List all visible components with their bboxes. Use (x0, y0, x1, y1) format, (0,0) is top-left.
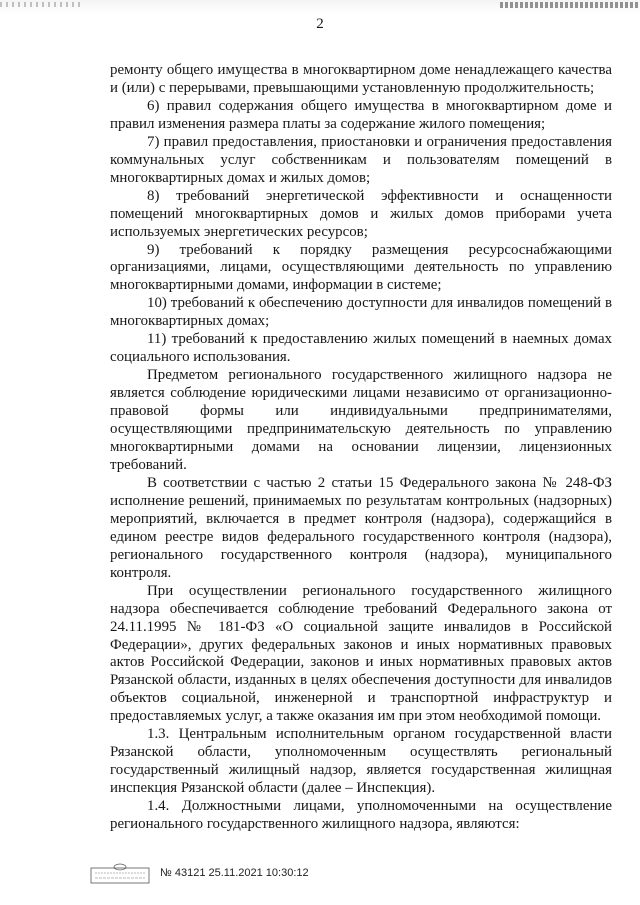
paragraph: 1.4. Должностными лицами, уполномоченными на осуществление регионального государственного жилищного надзора, являются: (110, 798, 612, 833)
paragraph: 6) правил содержания общего имущества в многоквартирном доме и правил изменения размера платы за содержание жилого помещения; (110, 97, 612, 132)
document-body (110, 62, 612, 834)
paragraph: Предметом регионального государственного жилищного надзора не является соблюдение юридическими лицами независимо от организационно-правовой формы или индивидуальными предпринимателями, осуществляющими предпринимательскую деятельность по управлению многоквартирными домами на основании лицензии, лицензионных требований. (110, 367, 612, 473)
paragraph: 10) требований к обеспечению доступности для инвалидов помещений в многоквартирных домах; (110, 295, 612, 330)
scan-artifact-left (0, 2, 80, 7)
paragraph: При осуществлении регионального государственного жилищного надзора обеспечивается соблюдение требований Федерального закона от 24.11.1995 № 181-ФЗ «О социальной защите инвалидов в Российской Федерации», других федеральных законов и иных нормативных правовых актов Российской Федерации, законов и иных нормативных правовых актов Рязанской области, изданных в целях обеспечения доступности для инвалидов объектов социальной, инженерной и транспортной инфраструктур и предоставляемых услуг, а также оказания им при этом необходимой помощи. (110, 582, 612, 725)
paragraph: ремонту общего имущества в многоквартирном доме ненадлежащего качества и (или) с перерывами, превышающими установленную продолжительность; (110, 62, 612, 96)
document-reference: № 43121 25.11.2021 10:30:12 (160, 867, 309, 879)
paragraph: В соответствии с частью 2 статьи 15 Федерального закона № 248-ФЗ исполнение решений, принимаемых по результатам контрольных (надзорных) мероприятий, включается в предмет контроля (надзора), содержащийся в едином реестре видов федерального государственного контроля (надзора), регионального государственного контроля (надзора), муниципального контроля. (110, 474, 612, 581)
paragraph: 8) требований энергетической эффективности и оснащенности помещений многоквартирных домов и жилых домов приборами учета используемых энергетических ресурсов; (110, 187, 612, 240)
paragraph: 1.3. Центральным исполнительным органом государственной власти Рязанской области, уполномоченным осуществлять региональный государственный жилищный надзор, является государственная жилищная инспекция Рязанской области (далее – Инспекция). (110, 726, 612, 797)
footer (90, 862, 390, 886)
page-number: 2 (316, 16, 324, 32)
paragraph: 7) правил предоставления, приостановки и ограничения предоставления коммунальных услуг собственникам и пользователям помещений в многоквартирных домах и жилых домов; (110, 133, 612, 186)
registration-stamp-icon (90, 862, 150, 884)
paragraph: 9) требований к порядку размещения ресурсоснабжающими организациями, лицами, осуществляющими деятельность по управлению многоквартирными домами, информации в системе; (110, 241, 612, 294)
scan-artifact-right (500, 2, 640, 8)
paragraph: 11) требований к предоставлению жилых помещений в наемных домах социального использования. (110, 331, 612, 366)
